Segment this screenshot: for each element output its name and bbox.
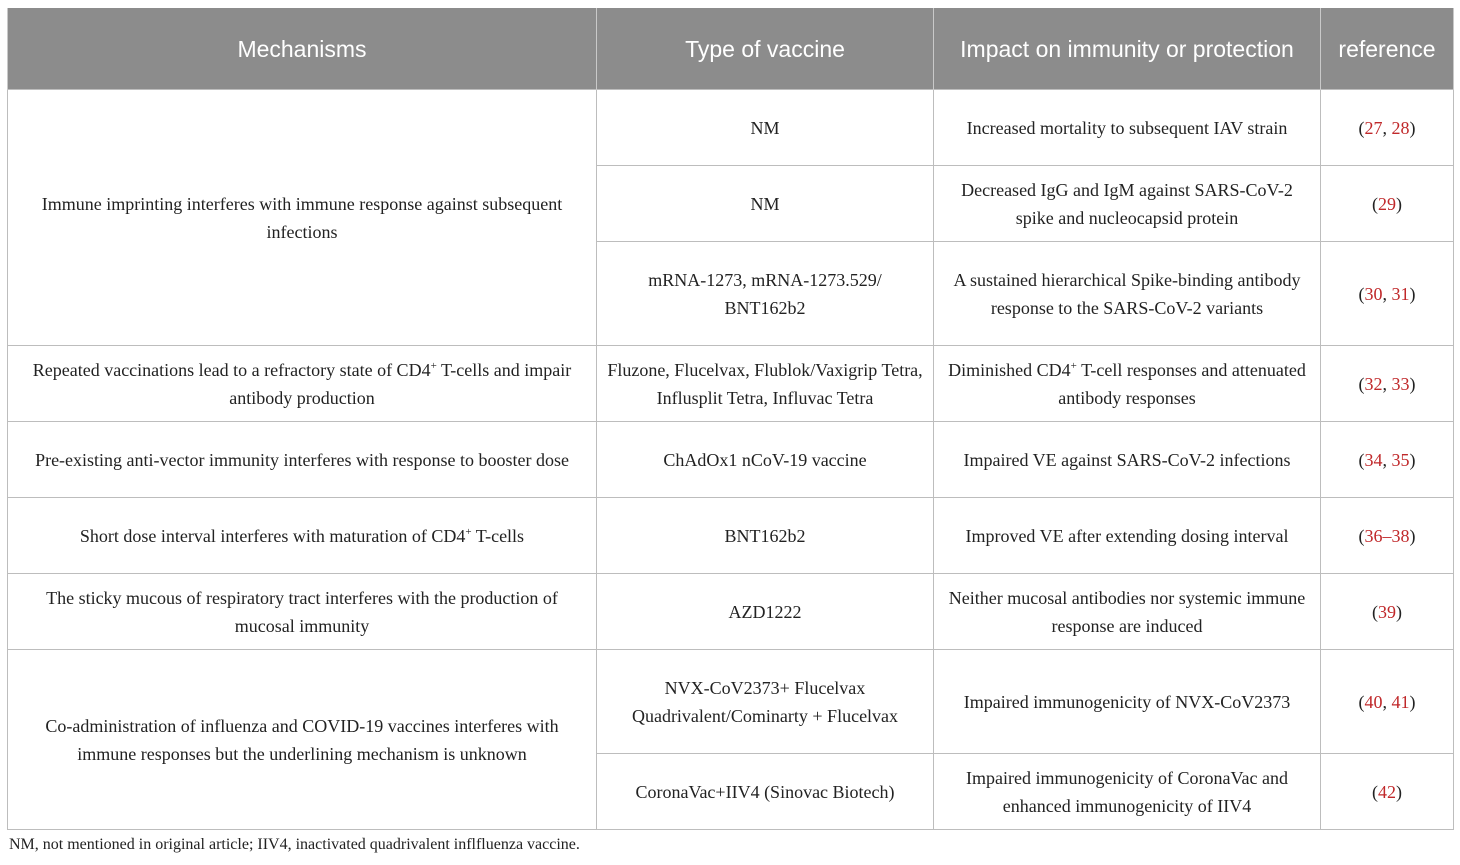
reference-cell: (40, 41) xyxy=(1321,650,1454,754)
mechanism-cell: Pre-existing anti-vector immunity interferes with response to booster dose xyxy=(8,422,597,498)
header-mechanisms: Mechanisms xyxy=(8,8,597,90)
table-footnote: NM, not mentioned in original article; IIV4, inactivated quadrivalent inflfluenza vaccine. xyxy=(9,836,580,853)
table-row xyxy=(8,90,1454,166)
impact-cell: Increased mortality to subsequent IAV strain xyxy=(934,90,1321,166)
vaccine-cell: NM xyxy=(597,90,934,166)
header-type-of-vaccine: Type of vaccine xyxy=(597,8,934,90)
impact-cell: Decreased IgG and IgM against SARS-CoV-2 spike and nucleocapsid protein xyxy=(934,166,1321,242)
reference-link[interactable]: 41 xyxy=(1391,691,1410,712)
reference-cell: (27, 28) xyxy=(1321,90,1454,166)
reference-link[interactable]: 34 xyxy=(1364,449,1383,470)
vaccine-cell: AZD1222 xyxy=(597,574,934,650)
vaccine-cell: NM xyxy=(597,166,934,242)
header-impact: Impact on immunity or protection xyxy=(934,8,1321,90)
impact-cell: Neither mucosal antibodies nor systemic immune response are induced xyxy=(934,574,1321,650)
mechanism-cell: Immune imprinting interferes with immune response against subsequent infections xyxy=(8,90,597,346)
impact-cell: Impaired VE against SARS-CoV-2 infections xyxy=(934,422,1321,498)
reference-link[interactable]: 28 xyxy=(1391,117,1410,138)
reference-link[interactable]: 42 xyxy=(1378,781,1396,802)
vaccine-cell: Fluzone, Flucelvax, Flublok/Vaxigrip Tetra, Influsplit Tetra, Influvac Tetra xyxy=(597,346,934,422)
vaccine-cell: ChAdOx1 nCoV-19 vaccine xyxy=(597,422,934,498)
table-row xyxy=(8,650,1454,754)
reference-cell: (42) xyxy=(1321,754,1454,830)
reference-cell: (39) xyxy=(1321,574,1454,650)
mechanism-cell: Co-administration of influenza and COVID-19 vaccines interferes with immune responses but the underlining mechanism is unknown xyxy=(8,650,597,830)
mechanism-cell: Repeated vaccinations lead to a refractory state of CD4+ T-cells and impair antibody production xyxy=(8,346,597,422)
impact-cell: Impaired immunogenicity of NVX-CoV2373 xyxy=(934,650,1321,754)
impact-cell: A sustained hierarchical Spike-binding antibody response to the SARS-CoV-2 variants xyxy=(934,242,1321,346)
table-row xyxy=(8,574,1454,650)
reference-cell: (36–38) xyxy=(1321,498,1454,574)
vaccine-cell: NVX-CoV2373+ Flucelvax Quadrivalent/Cominarty + Flucelvax xyxy=(597,650,934,754)
impact-cell: Impaired immunogenicity of CoronaVac and enhanced immunogenicity of IIV4 xyxy=(934,754,1321,830)
reference-cell: (30, 31) xyxy=(1321,242,1454,346)
table-row xyxy=(8,346,1454,422)
reference-cell: (34, 35) xyxy=(1321,422,1454,498)
vaccine-cell: BNT162b2 xyxy=(597,498,934,574)
reference-cell: (32, 33) xyxy=(1321,346,1454,422)
mechanism-cell: The sticky mucous of respiratory tract interferes with the production of mucosal immunity xyxy=(8,574,597,650)
table-row xyxy=(8,498,1454,574)
reference-link[interactable]: 27 xyxy=(1364,117,1383,138)
table-header-row xyxy=(8,8,1454,90)
reference-cell: (29) xyxy=(1321,166,1454,242)
mechanism-cell: Short dose interval interferes with maturation of CD4+ T-cells xyxy=(8,498,597,574)
impact-cell: Improved VE after extending dosing interval xyxy=(934,498,1321,574)
reference-link[interactable]: 36–38 xyxy=(1364,525,1410,546)
vaccine-mechanisms-table xyxy=(7,8,1454,830)
reference-link[interactable]: 30 xyxy=(1364,283,1383,304)
reference-link[interactable]: 35 xyxy=(1391,449,1410,470)
reference-link[interactable]: 29 xyxy=(1378,193,1396,214)
table-row xyxy=(8,422,1454,498)
vaccine-cell: mRNA-1273, mRNA-1273.529/ BNT162b2 xyxy=(597,242,934,346)
impact-cell: Diminished CD4+ T-cell responses and attenuated antibody responses xyxy=(934,346,1321,422)
header-reference: reference xyxy=(1321,8,1454,90)
reference-link[interactable]: 33 xyxy=(1391,373,1410,394)
reference-link[interactable]: 40 xyxy=(1364,691,1383,712)
reference-link[interactable]: 39 xyxy=(1378,601,1396,622)
reference-link[interactable]: 31 xyxy=(1391,283,1410,304)
reference-link[interactable]: 32 xyxy=(1364,373,1383,394)
vaccine-cell: CoronaVac+IIV4 (Sinovac Biotech) xyxy=(597,754,934,830)
